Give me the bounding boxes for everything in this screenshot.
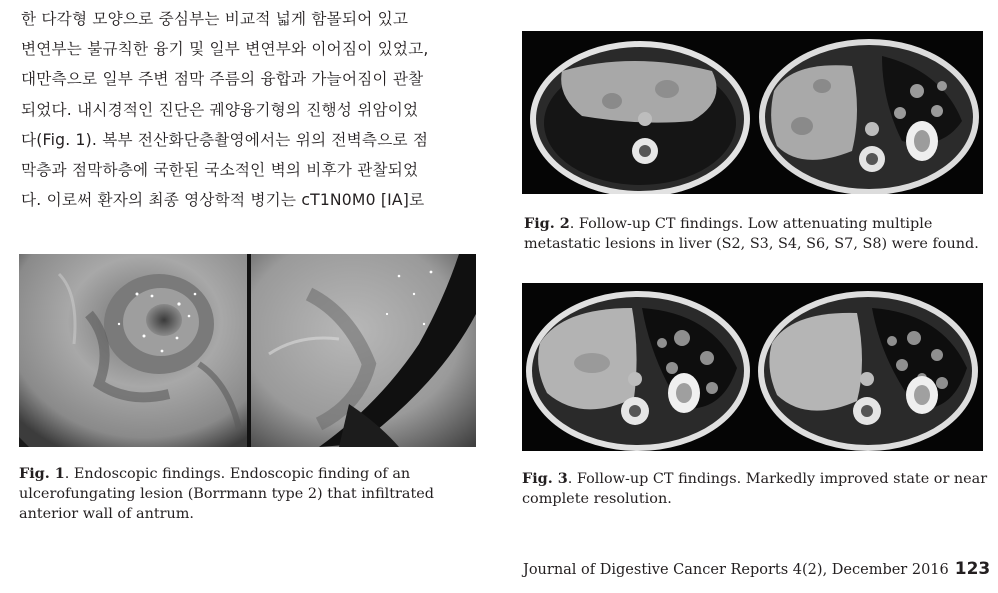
body-line: 변연부는 불규칙한 융기 및 일부 변연부와 이어짐이 있었고, [21, 40, 429, 59]
figure-2-ct-images [522, 31, 983, 194]
figure-1-caption [19, 464, 479, 524]
figure-1-caption-text: . Endoscopic findings. Endoscopic finding of an ulcerofungating lesion (Borrmann type 2) that infiltrated anterior wall of antrum. [19, 466, 435, 522]
body-line: 대만측으로 일부 주변 점막 주름의 융합과 가늘어짐이 관찰 [21, 70, 424, 89]
page-number: 123 [954, 559, 991, 579]
figure-3-caption-text: . Follow-up CT findings. Markedly improved state or near complete resolution. [522, 471, 988, 507]
figure-1-endoscopy-images [19, 254, 476, 447]
figure-1-label: Fig. 1 [19, 465, 65, 482]
body-line: 다(Fig. 1). 복부 전산화단층촬영에서는 위의 전벽측으로 점 [21, 130, 429, 149]
body-line: 되었다. 내시경적인 진단은 궤양융기형의 진행성 위암이었 [21, 100, 419, 119]
body-line: 한 다각형 모양으로 중심부는 비교적 넓게 함몰되어 있고 [21, 10, 409, 28]
figure-2-label: Fig. 2 [524, 215, 570, 232]
endoscopy-image-pair [19, 254, 476, 447]
body-paragraph [21, 4, 489, 215]
journal-citation: Journal of Digestive Cancer Reports 4(2), December 2016 [523, 562, 949, 578]
figure-3-ct-images [522, 283, 983, 451]
figure-3-caption [522, 469, 988, 509]
body-line: 막층과 점막하층에 국한된 국소적인 벽의 비후가 관찰되었 [21, 161, 419, 180]
body-line: 다. 이로써 환자의 최종 영상학적 병기는 cT1N0M0 [IA]로 [21, 191, 425, 210]
ct-image-pair-resolution [522, 283, 983, 451]
figure-3-label: Fig. 3 [522, 470, 568, 487]
page-footer [523, 559, 991, 579]
figure-2-caption-text: . Follow-up CT findings. Low attenuating multiple metastatic lesions in liver (S2, S3, S4, S6, S7, S8) were found. [524, 216, 979, 252]
figure-2-caption [524, 214, 986, 254]
ct-image-pair-liver-metastases [522, 31, 983, 194]
